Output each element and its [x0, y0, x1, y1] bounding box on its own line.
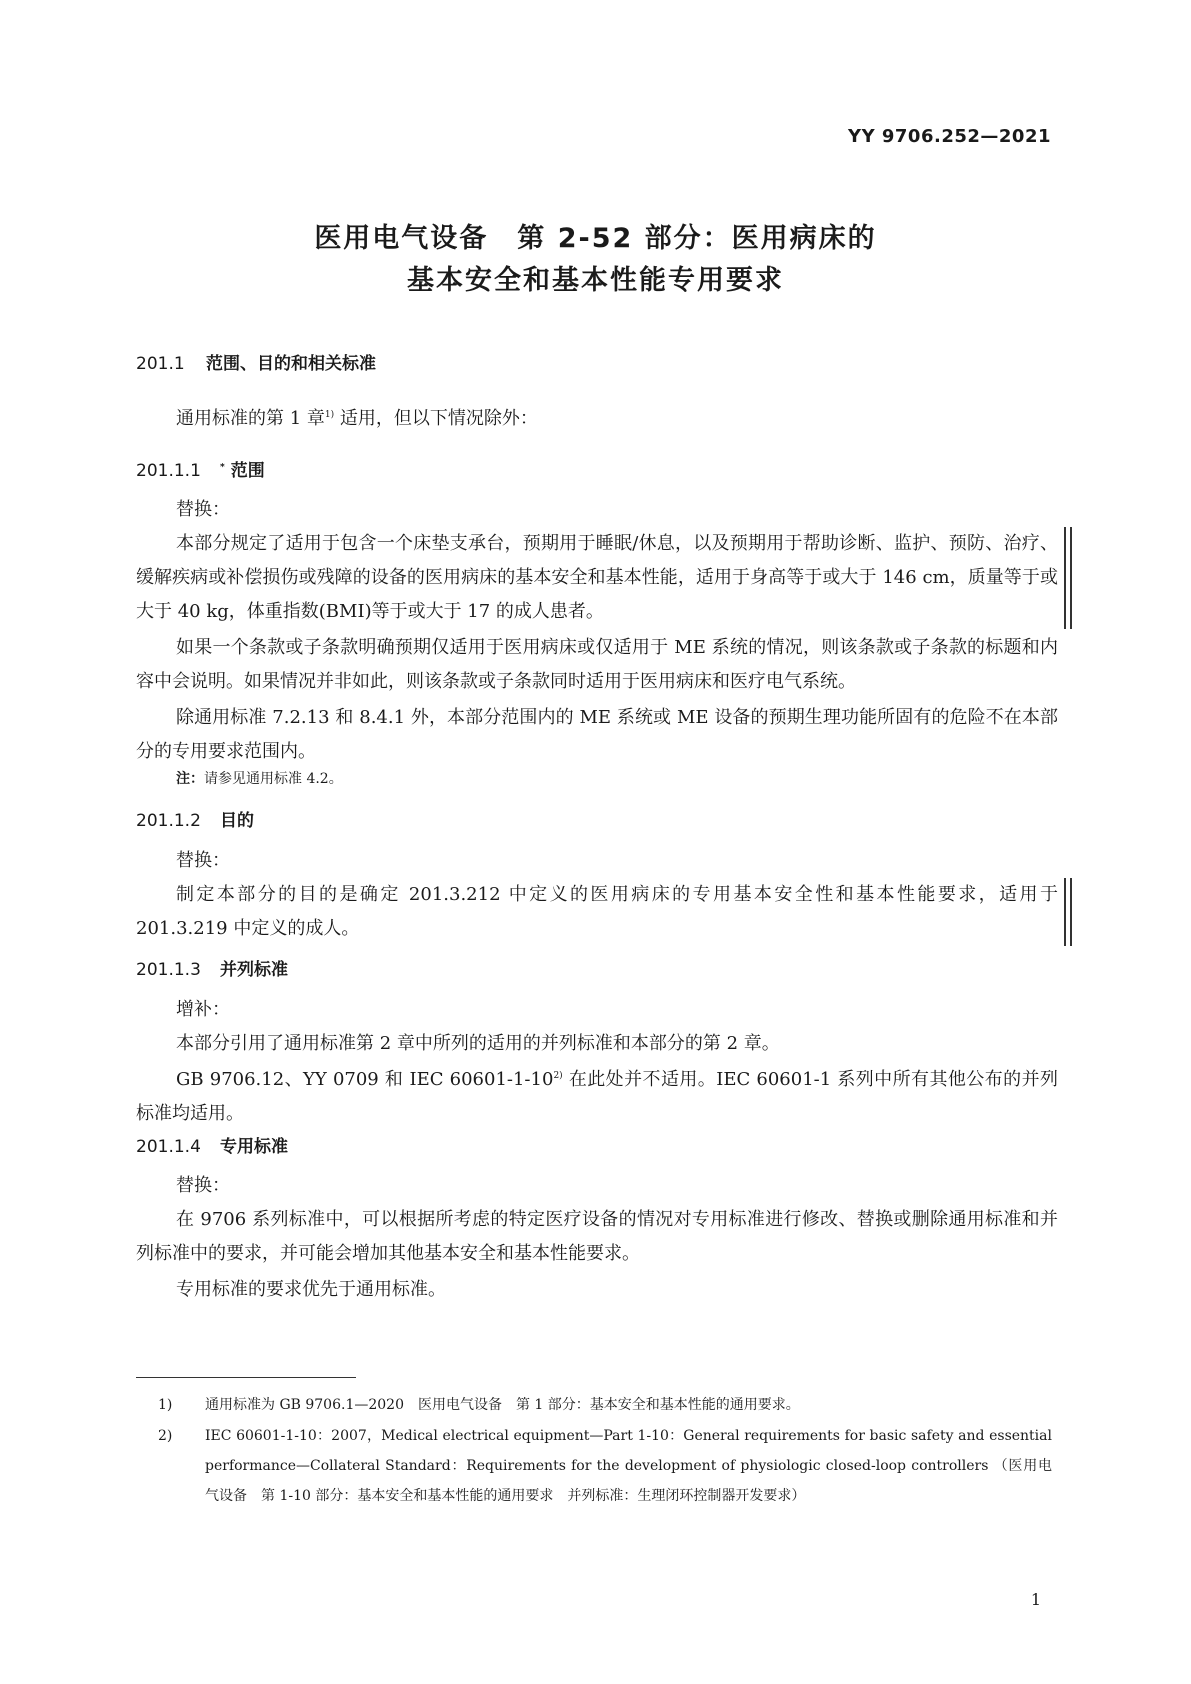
section-title: 专用标准 [220, 1137, 288, 1157]
note-text: 请参见通用标准 4.2。 [204, 771, 343, 787]
section-title: 目的 [220, 811, 254, 831]
footnote-text: IEC 60601-1-10：2007，Medical electrical equipment—Part 1-10：General requirements for basic safety and essential performance—Collateral Standard：Requirements for the development of physiologic closed-loop controllers （医用电气设备 第 1-10 部分：基本安全和基本性能的通用要求 并列标准：生理闭环控制器开发要求） [205, 1428, 1052, 1504]
standard-number: YY 9706.252—2021 [848, 126, 1051, 147]
section-number: 201.1.1 [136, 461, 201, 481]
change-bar [1064, 878, 1072, 946]
footnote-1 [158, 1390, 1052, 1420]
section-201-1-1-heading [136, 456, 265, 481]
section-title: 范围、目的和相关标准 [206, 354, 376, 374]
scope-paragraph-3: 除通用标准 7.2.13 和 8.4.1 外，本部分范围内的 ME 系统或 ME 设备的预期生理功能所固有的危险不在本部分的专用要求范围内。 [136, 707, 1058, 762]
note-label: 注： [176, 771, 204, 787]
collateral-paragraph-2 [136, 1063, 1058, 1131]
section-number: 201.1.2 [136, 811, 201, 831]
footnote-ref-1: 1) [324, 410, 335, 420]
section-title: 并列标准 [220, 960, 288, 980]
particular-paragraph-1: 在 9706 系列标准中，可以根据所考虑的特定医疗设备的情况对专用标准进行修改、替换或删除通用标准和并列标准中的要求，并可能会增加其他基本安全和基本性能要求。 [136, 1209, 1058, 1264]
page-title-line-2: 基本安全和基本性能专用要求 [407, 265, 784, 296]
section-201-1-2-heading [136, 806, 254, 831]
scope-paragraph-2: 如果一个条款或子条款明确预期仅适用于医用病床或仅适用于 ME 系统的情况，则该条款或子条款的标题和内容中会说明。如果情况并非如此，则该条款或子条款同时适用于医用病床和医疗电气系统。 [136, 637, 1058, 692]
purpose-paragraph: 制定本部分的目的是确定 201.3.212 中定义的医用病床的专用基本安全性和基本性能要求，适用于 201.3.219 中定义的成人。 [136, 884, 1058, 939]
collateral-text-cont: 在此处并不适用。IEC 60601-1 系列中所有其他公布的并列标准均适用。 [136, 1069, 1059, 1124]
footnote-2 [158, 1421, 1052, 1511]
collateral-paragraph-1: 本部分引用了通用标准第 2 章中所列的适用的并列标准和本部分的第 2 章。 [176, 1033, 780, 1054]
footnote-ref-2: 2) [553, 1071, 563, 1081]
section-201-1-heading [136, 349, 376, 374]
note [176, 768, 343, 788]
intro-text: 通用标准的第 1 章 [176, 408, 325, 429]
section-number: 201.1.3 [136, 960, 201, 980]
section-number: 201.1.4 [136, 1137, 201, 1157]
section-201-1-intro [136, 402, 1058, 436]
page-number: 1 [1030, 1590, 1041, 1609]
intro-text-cont: 适用，但以下情况除外： [334, 408, 538, 429]
star-mark: * [220, 462, 225, 473]
replace-label: 替换： [176, 850, 230, 871]
footnote-mark: 1) [158, 1397, 173, 1413]
change-bar [1064, 527, 1072, 629]
section-title: 范围 [230, 461, 265, 481]
footnote-separator [136, 1377, 356, 1378]
section-201-1-4-heading [136, 1132, 288, 1157]
particular-paragraph-2: 专用标准的要求优先于通用标准。 [176, 1279, 446, 1300]
scope-paragraph-1: 本部分规定了适用于包含一个床垫支承台，预期用于睡眠/休息，以及预期用于帮助诊断、监护、预防、治疗、缓解疾病或补偿损伤或残障的设备的医用病床的基本安全和基本性能，适用于身高等于或大于 146 cm，质量等于或大于 40 kg，体重指数(BMI)等于或大于 17 的成人患者。 [136, 533, 1058, 622]
collateral-text: GB 9706.12、YY 0709 和 IEC 60601-1-10 [176, 1069, 554, 1090]
replace-label: 替换： [176, 1175, 230, 1196]
page-title-line-1: 医用电气设备 第 2-52 部分：医用病床的 [314, 223, 877, 254]
footnote-text: 通用标准为 GB 9706.1—2020 医用电气设备 第 1 部分：基本安全和基本性能的通用要求。 [205, 1397, 800, 1413]
section-number: 201.1 [136, 354, 185, 374]
footnote-mark: 2) [158, 1428, 173, 1444]
replace-label: 替换： [176, 499, 230, 520]
supplement-label: 增补： [176, 999, 230, 1020]
section-201-1-3-heading [136, 955, 288, 980]
